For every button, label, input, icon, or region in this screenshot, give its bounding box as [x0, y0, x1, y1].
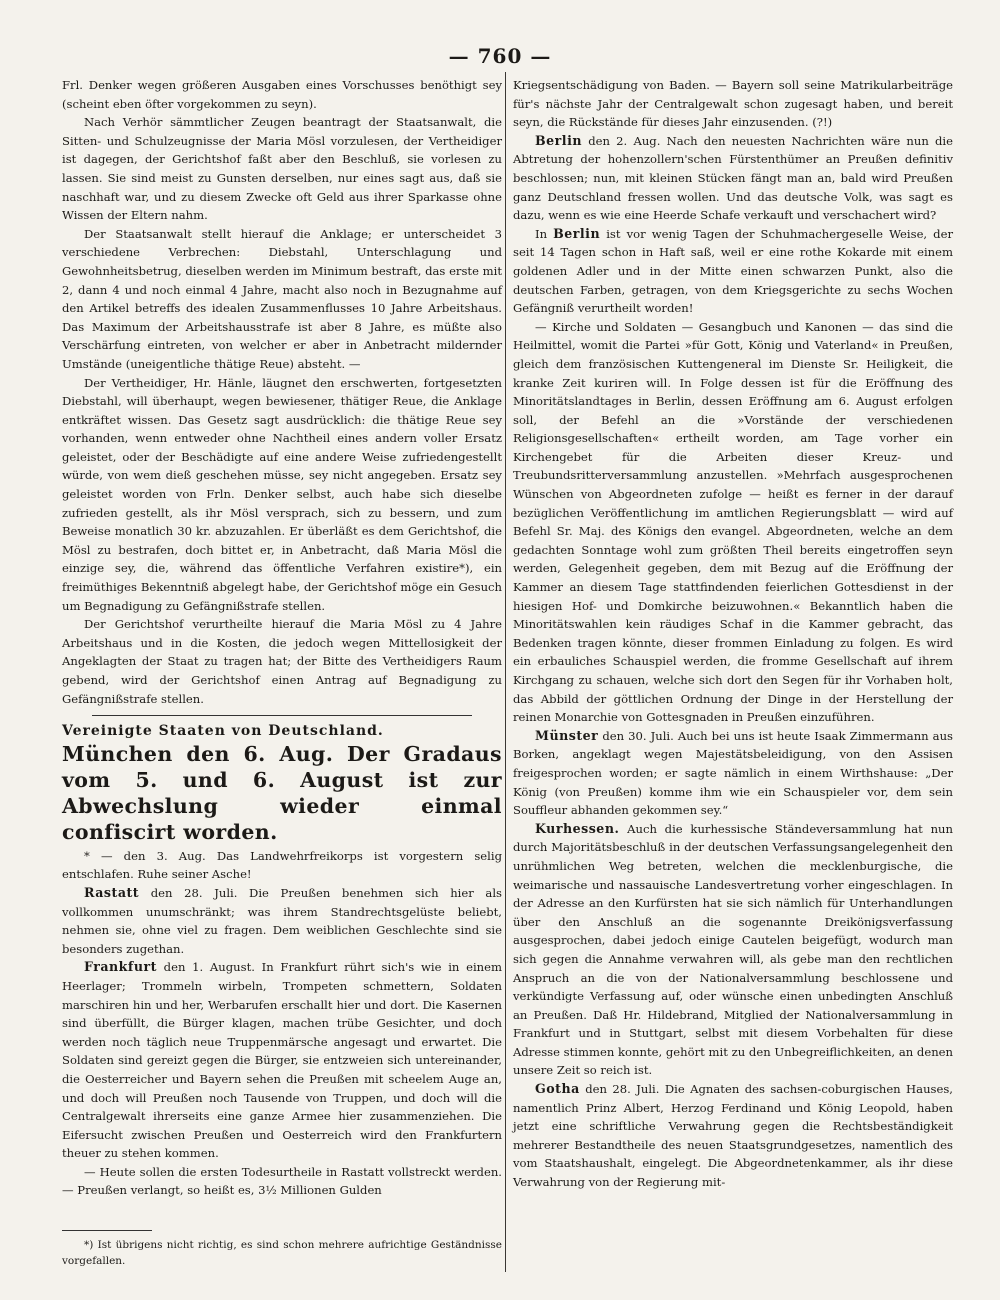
page-number: — 760 — — [448, 44, 552, 68]
column-divider — [505, 72, 506, 1272]
news-item-muenster — [513, 727, 953, 820]
place-name: Kurhessen. — [535, 820, 620, 836]
paragraph: Kriegsentschädigung von Baden. — Bayern soll seine Matrikularbeiträge für's nächste Jahr der Centralgewalt schon zugesagt haben, und bereit seyn, die Rückstände für dieses Jahr einzusenden. (?!) — [513, 78, 953, 130]
item-prefix: In — [535, 226, 554, 241]
section-heading: Vereinigte Staaten von Deutschland. — [62, 723, 384, 740]
item-text: den 28. Juli. Die Agnaten des sachsen-coburgischen Hauses, namentlich Prinz Albert, Herzog Ferdinand und König Leopold, haben jetzt eine schriftliche Verwahrung gegen die Rechtsbeständigkeit mehrerer Bestandtheile des neuen Staatsgrundgesetzes, namentlich des vom Staatshaushalt, eingelegt. Die Abgeordnetenkammer, als ihr diese Verwahrung von der Regierung mit- — [513, 1082, 953, 1190]
paragraph: Frl. Denker wegen größeren Ausgaben eines Vorschusses benöthigt sey (scheint eben öfter vorgekommen zu seyn). — [62, 78, 502, 111]
news-item-gotha — [513, 1080, 953, 1192]
place-name: Rastatt — [84, 884, 140, 900]
news-item-rastatt — [62, 884, 502, 958]
news-item-frankfurt — [62, 958, 502, 1163]
place-name: Berlin — [535, 132, 583, 148]
paragraph: Der Staatsanwalt stellt hierauf die Anklage; er unterscheidet 3 verschiedene Verbrechen: Diebstahl, Unterschlagung und Gewohnheitsbetrug, dieselben werden im Minimum bestraft, das erste mit 2, dann 4 und noch einmal 4 Jahre, macht also noch in Bezugnahme auf den Artikel betreffs des idealen Zusammenflusses 10 Jahre Arbeitshaus. Das Maximum der Arbeitshausstrafe ist aber 8 Jahre, es müßte also Verschärfung eintreten, von welcher er aber in Anbetracht mildernder Umstände (uneigentliche thätige Reue) absteht. — — [62, 226, 502, 371]
paragraph: Der Gerichtshof verurtheilte hierauf die Maria Mösl zu 4 Jahre Arbeitshaus und in die Kosten, die jedoch wegen Mittellosigkeit der Angeklagten der Staat zu tragen hat; der Bitte des Vertheidigers Raum gebend, wird der Gerichtshof einen Antrag auf Begnadigung zu Gefängnißstrafe stellen. — [62, 617, 502, 706]
item-text: den 1. August. In Frankfurt rührt sich's wie in einem Heerlager; Trommeln wirbeln, Trompeten schmettern, Soldaten marschiren hin und her, Werbarufen erschallt hier und dort. Die Kasernen sind überfüllt, die Bürger klagen, machen trübe Gesichter, und doch werden noch täglich neue Truppenmärsche angesagt und erwartet. Die Soldaten sind gereizt gegen die Bürger, sie entzweien sich untereinander, die Oesterreicher und Bayern sehen die Preußen mit scheelem Auge an, und doch will Preußen noch Tausende von Truppen, und doch will die Centralgewalt ihrerseits eine ganze Armee hier zusammenziehen. Die Eifersucht zwischen Preußen und Oesterreich wird den Frankfurtern theuer zu stehen kommen. — [62, 960, 502, 1161]
place-name: Gotha — [535, 1081, 580, 1097]
paragraph: Der Vertheidiger, Hr. Hänle, läugnet den erschwerten, fortgesetzten Diebstahl, will überhaupt, wegen bewiesener, thätiger Reue, die Anklage entkräftet wissen. Das Gesetz sagt ausdrücklich: die thätige Reue sey vorhanden, wenn entweder ohne Nachtheil eines andern voller Ersatz geleistet, oder der Beschädigte auf eine andere Weise zufriedengestellt würde, von wem dieß geschehen müsse, sey nicht angegeben. Ersatz sey geleistet worden von Frln. Denker selbst, auch habe sich dieselbe zufrieden gestellt, als ihr Mösl versprach, sich zu bessern, und zum Beweise monatlich 30 kr. abzuzahlen. Er überläßt es dem Gerichtshof, die Mösl zu bestrafen, doch bittet er, in Anbetracht, daß Maria Mösl die einzige sey, die, während das öffentliche Verfahren existire*), ein freimüthiges Bekenntniß abgelegt habe, der Gerichtshof möge ein Gesuch um Begnadigung zu Gefängnißstrafe stellen. — [62, 375, 502, 613]
place-name: Frankfurt — [84, 959, 157, 975]
item-text: den 2. Aug. Nach den neuesten Nachrichten wäre nun die Abtretung der hohenzollern'schen Fürstenthümer an Preußen definitiv beschlossen; nun, mit kleinen Stücken fängt man an, bald wird Preußen ganz Deutschland fressen wollen. Und das deutsche Volk, was sagt es dazu, wenn es wie eine Heerde Schafe verkauft und verschachert wird? — [513, 133, 953, 223]
paragraph: — Heute sollen die ersten Todesurtheile in Rastatt vollstreckt werden. — Preußen verlangt, so heißt es, 3½ Millionen Gulden — [62, 1164, 502, 1198]
item-text: den 28. Juli. Die Preußen benehmen sich hier als vollkommen unumschränkt; was ihrem Standrechtsgelüste beliebt, nehmen sie, ohne viel zu fragen. Dem weiblichen Geschlechte sind sie besonders zugethan. — [62, 885, 502, 956]
section-rule — [92, 715, 472, 716]
news-item-kurhessen — [513, 820, 953, 1080]
paragraph: Nach Verhör sämmtlicher Zeugen beantragt der Staatsanwalt, die Sitten- und Schulzeugnisse der Maria Mösl vorzulesen, der Vertheidiger ist dagegen, der Gerichtshof faßt aber den Beschluß, sie vorlesen zu lassen. Sie sind meist zu Gunsten derselben, nur eines sagt aus, daß sie naschhaft war, und zu diesem Zwecke oft Geld aus ihrer Sparkasse ohne Wissen der Eltern nahm. — [62, 115, 502, 223]
news-item-berlin — [513, 132, 953, 225]
item-text: ist vor wenig Tagen der Schuhmachergeselle Weise, der seit 14 Tagen schon in Haft saß, weil er eine rothe Kokarde mit einem goldenen Adler und in der Mitte einen schwarzen Punkt, also die deutschen Farben, getragen, von dem Kriegsgerichte zu sechs Wochen Gefängniß verurtheilt worden! — [513, 226, 953, 316]
right-column — [513, 76, 953, 1192]
left-column — [62, 76, 502, 1269]
headline: München den 6. Aug. Der Gradaus vom 5. und 6. August ist zur Abwechslung wieder einmal confiscirt worden. — [62, 741, 502, 844]
news-item-berlin-2 — [513, 225, 953, 318]
paragraph: — Kirche und Soldaten — Gesangbuch und Kanonen — das sind die Heilmittel, womit die Partei »für Gott, König und Vaterland« in Preußen, gleich dem französischen Kuttengeneral im Dienste Sr. Heiligkeit, die kranke Zeit kuriren will. In Folge dessen ist für die Eröffnung des Minoritätslandtages in Berlin, dessen Eröffnung am 6. August erfolgen soll, der Befehl an die »Vorstände der verschiedenen Religionsgesellschaften« ertheilt worden, am Tage vorher ein Kirchengebet für die Arbeiten dieser Kreuz- und Treubundsritterversammlung anzustellen. »Mehrfach ausgesprochenen Wünschen von Abgeordneten zufolge — heißt es ferner in der darauf bezüglichen Veröffentlichung im amtlichen Regierungsblatt — wird auf Befehl Sr. Maj. des Königs den evangel. Abgeordneten, welche an dem gedachten Sonntage wohl zum größten Theil bereits eingetroffen seyn werden, Gelegenheit gegeben, dem mit Bezug auf die Eröffnung der Kammer an diesem Tage stattfindenden feierlichen Gottesdienst in der hiesigen Hof- und Domkirche beizuwohnen.« Bekanntlich haben die Minoritätswahlen kein räudiges Schaf in die Kammer gebracht, das Bedenken tragen könnte, dieser frommen Einladung zu folgen. Es wird ein erbauliches Schauspiel werden, die fromme Gesellschaft auf ihrem Kirchgang zu schauen, welche sich dort den Segen für ihr Vorhaben holt, das Abbild der göttlichen Ordnung der Dinge in der Herstellung der reinen Monarchie von Gottesgnaden in Preußen einzuführen. — [513, 319, 953, 725]
footnote-rule — [62, 1230, 152, 1231]
footnote: *) Ist übrigens nicht richtig, es sind schon mehrere aufrichtige Geständnisse vorgefallen. — [62, 1239, 502, 1268]
paragraph: * — den 3. Aug. Das Landwehrfreikorps ist vorgestern selig entschlafen. Ruhe seiner Asche! — [62, 848, 502, 882]
place-name: Berlin — [553, 225, 601, 241]
item-text: Auch die kurhessische Ständeversammlung hat nun durch Majoritätsbeschluß in der deutschen Verfassungsangelegenheit den unrühmlichen Weg betreten, welchen die mecklenburgische, die weimarische und nassauische Landesvertretung vorher eingeschlagen. In der Adresse an den Kurfürsten hat sie sich nämlich für Unterhandlungen über den Anschluß an die sogenannte Dreikönigsverfassung ausgesprochen, dabei jedoch einige Cautelen beigefügt, wodurch man sich gegen die Annahme verwahren will, als gebe man den rechtlichen Anspruch an die von der Nationalversammlung beschlossene und verkündigte Verfassung auf, oder wünsche einen unbedingten Anschluß an Preußen. Daß Hr. Hildebrand, Mitglied der Nationalversammlung in Frankfurt und in Stuttgart, selbst mit diesem Vorbehalten für diese Adresse stimmen konnte, gehört mit zu den Unbegreiflichkeiten, an denen unsere Zeit so reich ist. — [513, 821, 953, 1078]
item-text: den 30. Juli. Auch bei uns ist heute Isaak Zimmermann aus Borken, angeklagt wegen Majestätsbeleidigung, von den Assisen freigesprochen worden; er sagte nämlich in einem Wirthshause: „Der König (von Preußen) komme ihm wie ein Schauspieler vor, dem sein Souffleur abhanden gekommen sey.“ — [513, 728, 953, 818]
place-name: Münster — [535, 727, 599, 743]
